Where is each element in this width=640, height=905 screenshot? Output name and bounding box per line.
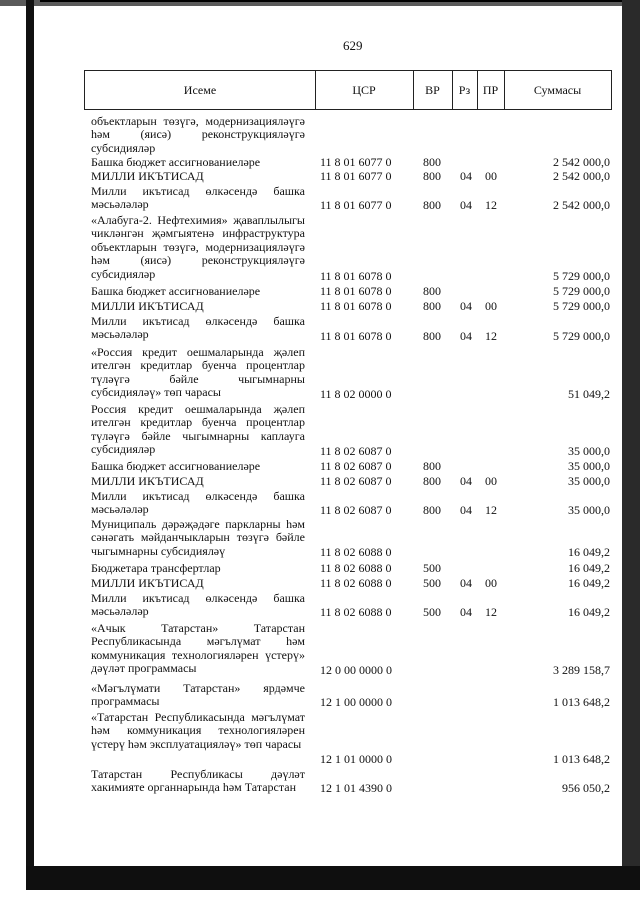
- row-vr: 800: [423, 459, 441, 473]
- row-sum: 5 729 000,0: [553, 269, 610, 283]
- header-rz: Рз: [452, 71, 478, 109]
- row-name: Россия кредит оешмаларында җәлеп ителгән кредитлар буенча процентлар түләүгә бәйле чыгымнарны каплауга субсидияләр: [91, 402, 305, 457]
- row-sum: 16 049,2: [568, 576, 610, 590]
- row-vr: 800: [423, 198, 441, 212]
- row-sum: 956 050,2: [562, 781, 610, 795]
- row-sum: 5 729 000,0: [553, 299, 610, 313]
- row-name: Башка бюджет ассигнованиеләре: [91, 155, 261, 169]
- row-vr: 800: [423, 169, 441, 183]
- row-vr: 500: [423, 561, 441, 575]
- row-csr: 12 0 00 0000 0: [320, 663, 392, 677]
- scan-edge-top-line: [40, 0, 640, 2]
- row-csr: 11 8 02 6088 0: [320, 545, 392, 559]
- row-csr: 11 8 02 0000 0: [320, 387, 392, 401]
- row-name: Татарстан Республикасы дәүләт хакимияте органнарында һәм Татарстан: [91, 767, 305, 795]
- row-pr: 12: [485, 198, 497, 212]
- row-sum: 16 049,2: [568, 605, 610, 619]
- header-name: Исеме: [85, 71, 316, 109]
- row-pr: 00: [485, 576, 497, 590]
- row-csr: 11 8 01 6078 0: [320, 284, 392, 298]
- row-sum: 5 729 000,0: [553, 284, 610, 298]
- page-number: 629: [343, 38, 363, 53]
- row-name: МИЛЛИ ИКЪТИСАД: [91, 474, 204, 488]
- row-sum: 35 000,0: [568, 474, 610, 488]
- row-name: Башка бюджет ассигнованиеләре: [91, 284, 261, 298]
- row-name: «Мәгълүмати Татарстан» ярдәмче программасы: [91, 681, 305, 709]
- row-rz: 04: [460, 576, 472, 590]
- row-vr: 500: [423, 605, 441, 619]
- row-vr: 800: [423, 155, 441, 169]
- row-csr: 11 8 01 6077 0: [320, 169, 392, 183]
- row-pr: 12: [485, 503, 497, 517]
- row-sum: 2 542 000,0: [553, 169, 610, 183]
- row-pr: 12: [485, 605, 497, 619]
- row-name: МИЛЛИ ИКЪТИСАД: [91, 576, 204, 590]
- row-sum: 16 049,2: [568, 545, 610, 559]
- row-pr: 00: [485, 474, 497, 488]
- row-csr: 11 8 01 6077 0: [320, 155, 392, 169]
- row-name: «Россия кредит оешмаларында җәлеп ителгән кредитлар буенча процентлар түләүгә бәйле чыгымнарны субсидияләү» төп чарасы: [91, 345, 305, 400]
- row-name: «Татарстан Республикасында мәгълүмат һәм коммуникация технологияләрен үстерү һәм эксплуатацияләү» төп чарасы: [91, 710, 305, 751]
- row-csr: 11 8 02 6087 0: [320, 459, 392, 473]
- row-sum: 16 049,2: [568, 561, 610, 575]
- header-csr: ЦСР: [315, 71, 414, 109]
- row-rz: 04: [460, 169, 472, 183]
- row-rz: 04: [460, 198, 472, 212]
- row-pr: 00: [485, 169, 497, 183]
- row-vr: 500: [423, 576, 441, 590]
- row-csr: 11 8 01 6078 0: [320, 269, 392, 283]
- row-name: Бюджетара трансфертлар: [91, 561, 221, 575]
- row-sum: 51 049,2: [568, 387, 610, 401]
- row-sum: 3 289 158,7: [553, 663, 610, 677]
- row-csr: 11 8 02 6088 0: [320, 605, 392, 619]
- scan-edge-right: [622, 0, 640, 890]
- row-csr: 11 8 01 6078 0: [320, 299, 392, 313]
- row-sum: 35 000,0: [568, 503, 610, 517]
- row-csr: 11 8 01 6077 0: [320, 198, 392, 212]
- row-name: «Ачык Татарстан» Татарстан Республикасында мәгълүмат һәм коммуникация технологияләрен үстерү» дәүләт программасы: [91, 621, 305, 676]
- row-name: Милли икътисад өлкәсендә башка мәсьәләләр: [91, 314, 305, 342]
- row-vr: 800: [423, 503, 441, 517]
- row-pr: 00: [485, 299, 497, 313]
- row-vr: 800: [423, 284, 441, 298]
- row-name: Милли икътисад өлкәсендә башка мәсьәләләр: [91, 489, 305, 517]
- scan-edge-bottom: [26, 866, 640, 890]
- row-name: Башка бюджет ассигнованиеләре: [91, 459, 261, 473]
- row-rz: 04: [460, 503, 472, 517]
- row-vr: 800: [423, 299, 441, 313]
- row-csr: 12 1 01 4390 0: [320, 781, 392, 795]
- row-csr: 11 8 02 6087 0: [320, 503, 392, 517]
- row-name: Милли икътисад өлкәсендә башка мәсьәләләр: [91, 184, 305, 212]
- row-csr: 12 1 01 0000 0: [320, 752, 392, 766]
- row-sum: 1 013 648,2: [553, 695, 610, 709]
- row-csr: 11 8 02 6088 0: [320, 561, 392, 575]
- row-pr: 12: [485, 329, 497, 343]
- row-rz: 04: [460, 474, 472, 488]
- row-csr: 11 8 02 6087 0: [320, 444, 392, 458]
- row-rz: 04: [460, 605, 472, 619]
- row-sum: 2 542 000,0: [553, 198, 610, 212]
- table-header: [84, 70, 612, 110]
- row-name: Милли икътисад өлкәсендә башка мәсьәләләр: [91, 591, 305, 619]
- row-csr: 12 1 00 0000 0: [320, 695, 392, 709]
- row-csr: 11 8 02 6087 0: [320, 474, 392, 488]
- row-name: Муниципаль дәрәҗәдәге паркларны һәм сәнәгать мәйданчыкларын төзүгә бәйле чыгымнарны субсидияләү: [91, 517, 305, 558]
- row-vr: 800: [423, 329, 441, 343]
- row-rz: 04: [460, 329, 472, 343]
- header-vr: ВР: [413, 71, 453, 109]
- row-csr: 11 8 02 6088 0: [320, 576, 392, 590]
- row-sum: 2 542 000,0: [553, 155, 610, 169]
- row-rz: 04: [460, 299, 472, 313]
- row-name: «Алабуга-2. Нефтехимия» җаваплылыгы чикләнгән җәмгыятенә инфраструктура объектларын төзүгә, модернизацияләүгә һәм (яисә) реконструкцияләүгә субсидияләр: [91, 213, 305, 281]
- row-sum: 1 013 648,2: [553, 752, 610, 766]
- row-vr: 800: [423, 474, 441, 488]
- scan-edge-left: [26, 0, 34, 870]
- row-sum: 35 000,0: [568, 459, 610, 473]
- header-pr: ПР: [477, 71, 505, 109]
- row-sum: 35 000,0: [568, 444, 610, 458]
- row-name: объектларын төзүгә, модернизацияләүгә һәм (яисә) реконструкцияләүгә субсидияләр: [91, 114, 305, 155]
- row-name: МИЛЛИ ИКЪТИСАД: [91, 299, 204, 313]
- row-sum: 5 729 000,0: [553, 329, 610, 343]
- header-sum: Суммасы: [533, 82, 582, 97]
- row-name: МИЛЛИ ИКЪТИСАД: [91, 169, 204, 183]
- row-csr: 11 8 01 6078 0: [320, 329, 392, 343]
